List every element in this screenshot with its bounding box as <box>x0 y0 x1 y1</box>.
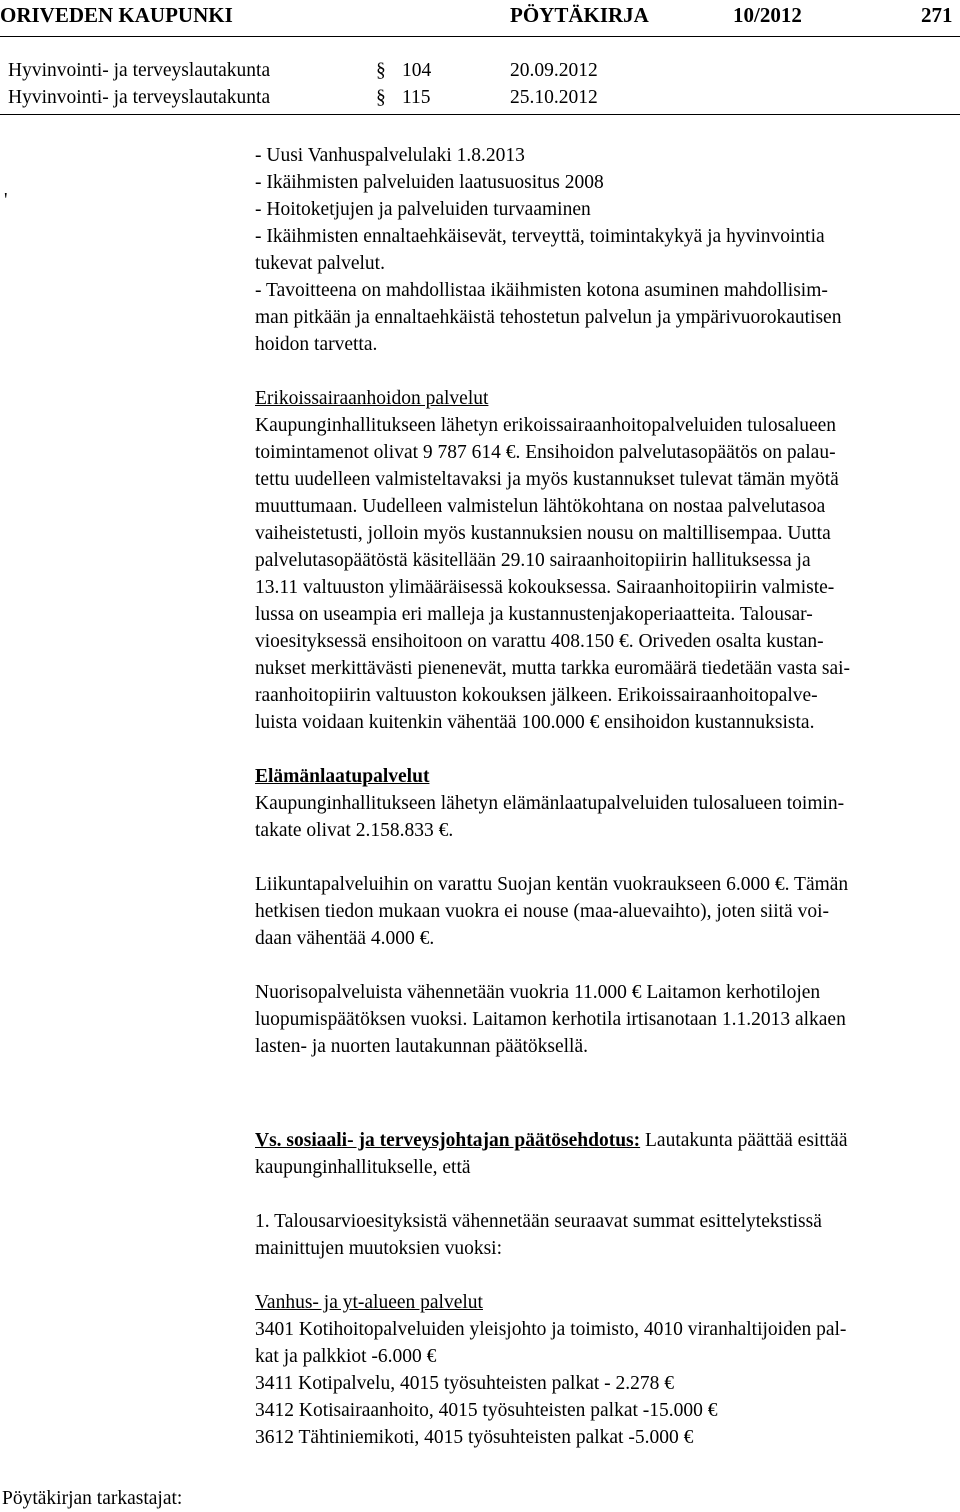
footer-label: Pöytäkirjan tarkastajat: <box>2 1488 183 1509</box>
text-line: 3411 Kotipalvelu, 4015 työsuhteisten palkat - 2.278 € <box>255 1373 675 1394</box>
section-heading: Elämänlaatupalvelut <box>255 766 430 787</box>
text-line: hoidon tarvetta. <box>255 334 378 355</box>
text-line: nukset merkittävästi pienenevät, mutta tarkka euromäärä tiedetään vasta sai- <box>255 658 851 679</box>
text-line: hetkisen tiedon mukaan vuokra ei nouse (maa-aluevaihto), joten siitä voi- <box>255 901 829 922</box>
committee-name: Hyvinvointi- ja terveyslautakunta <box>8 60 271 81</box>
text-line: Kaupunginhallitukseen lähetyn erikoissairaanhoitopalveluiden tulosalueen <box>255 415 837 436</box>
text-line: 3401 Kotihoitopalveluiden yleisjohto ja toimisto, 4010 viranhaltijoiden pal- <box>255 1319 847 1340</box>
section-sign: § <box>376 60 386 81</box>
text-line: muuttumaan. Uudelleen valmistelun lähtökohtana on nostaa palvelutasoa <box>255 496 826 517</box>
section-heading: Erikoissairaanhoidon palvelut <box>255 388 489 409</box>
meeting-date: 20.09.2012 <box>510 60 598 81</box>
text-line: Nuorisopalveluista vähennetään vuokria 11.000 € Laitamon kerhotilojen <box>255 982 821 1003</box>
text-line: lussa on useampia eri malleja ja kustannustenjakoperiaatteita. Talousar- <box>255 604 813 625</box>
text-line: mainittujen muutoksien vuoksi: <box>255 1238 502 1259</box>
document-type: PÖYTÄKIRJA <box>510 3 649 27</box>
text-line: Kaupunginhallitukseen lähetyn elämänlaatupalveluiden tulosalueen toimin- <box>255 793 845 814</box>
proposal-heading: Vs. sosiaali- ja terveysjohtajan päätösehdotus: <box>255 1130 641 1151</box>
section-heading: Vanhus- ja yt-alueen palvelut <box>255 1292 483 1313</box>
text-line: 3612 Tähtiniemikoti, 4015 työsuhteisten palkat -5.000 € <box>255 1427 694 1448</box>
section-number: 104 <box>402 60 432 81</box>
text-line: tettu uudelleen valmisteltavaksi ja myös kustannukset tulevat tämän myötä <box>255 469 839 490</box>
proposal-line <box>255 1128 847 1154</box>
city-name: ORIVEDEN KAUPUNKI <box>0 3 233 27</box>
text-line: - Hoitoketjujen ja palveluiden turvaaminen <box>255 199 591 220</box>
text-line: tukevat palvelut. <box>255 253 385 274</box>
proposal-text: Lautakunta päättää esittää <box>640 1130 848 1151</box>
text-line: - Uusi Vanhuspalvelulaki 1.8.2013 <box>255 145 525 166</box>
section-sign: § <box>376 87 386 108</box>
meeting-date: 25.10.2012 <box>510 87 598 108</box>
text-line: luista voidaan kuitenkin vähentää 100.000 € ensihoidon kustannuksista. <box>255 712 815 733</box>
margin-mark: ' <box>4 190 8 211</box>
committee-name: Hyvinvointi- ja terveyslautakunta <box>8 87 271 108</box>
text-line: 3412 Kotisairaanhoito, 4015 työsuhteisten palkat -15.000 € <box>255 1400 718 1421</box>
header-divider <box>0 36 960 37</box>
text-line: kaupunginhallitukselle, että <box>255 1157 471 1178</box>
text-line: toimintamenot olivat 9 787 614 €. Ensihoidon palvelutasopäätös on palau- <box>255 442 836 463</box>
page-number: 271 <box>921 3 953 27</box>
text-line: man pitkään ja ennaltaehkäistä tehostetun palvelun ja ympärivuorokautisen <box>255 307 842 328</box>
text-line: vaiheistetusti, jolloin myös kustannuksien nousu on maltillisempaa. Uutta <box>255 523 831 544</box>
text-line: - Ikäihmisten ennaltaehkäisevät, terveyttä, toimintakykyä ja hyvinvointia <box>255 226 825 247</box>
text-line: daan vähentää 4.000 €. <box>255 928 435 949</box>
text-line: luopumispäätöksen vuoksi. Laitamon kerhotila irtisanotaan 1.1.2013 alkaen <box>255 1009 846 1030</box>
text-line: lasten- ja nuorten lautakunnan päätöksellä. <box>255 1036 589 1057</box>
text-line: vioesityksessä ensihoitoon on varattu 408.150 €. Oriveden osalta kustan- <box>255 631 824 652</box>
section-number: 115 <box>402 87 431 108</box>
text-line: 13.11 valtuuston ylimääräisessä kokouksessa. Sairaanhoitopiirin valmiste- <box>255 577 835 598</box>
text-line: - Tavoitteena on mahdollistaa ikäihmisten kotona asuminen mahdollisim- <box>255 280 828 301</box>
document-number: 10/2012 <box>733 3 802 27</box>
text-line: kat ja palkkiot -6.000 € <box>255 1346 437 1367</box>
text-line: takate olivat 2.158.833 €. <box>255 820 454 841</box>
text-line: palvelutasopäätöstä käsitellään 29.10 sairaanhoitopiirin hallituksessa ja <box>255 550 811 571</box>
text-line: 1. Talousarvioesityksistä vähennetään seuraavat summat esittelytekstissä <box>255 1211 822 1232</box>
text-line: raanhoitopiirin valtuuston kokouksen jälkeen. Erikoissairaanhoitopalve- <box>255 685 818 706</box>
header-divider <box>0 114 960 115</box>
text-line: Liikuntapalveluihin on varattu Suojan kentän vuokraukseen 6.000 €. Tämän <box>255 874 849 895</box>
text-line: - Ikäihmisten palveluiden laatusuositus 2008 <box>255 172 604 193</box>
